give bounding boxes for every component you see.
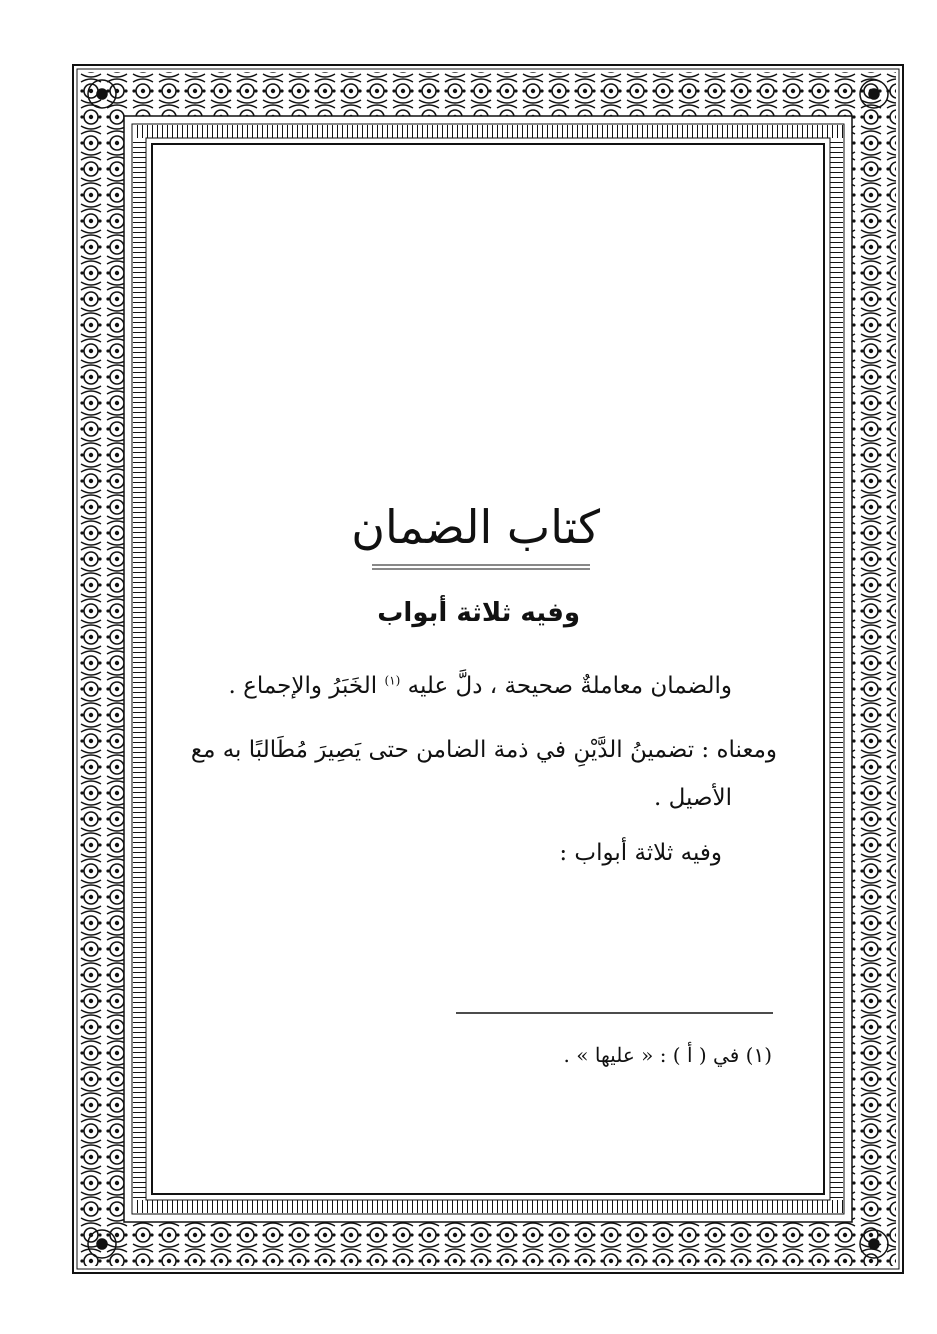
- p1-start: والضمان معاملةٌ صحيحة ، دلَّ عليه: [407, 673, 732, 699]
- book-title: كتاب الضمان: [351, 500, 600, 554]
- paragraph-definition: [229, 673, 733, 699]
- footnote: (١) في ( أ ) : « عليها » .: [563, 1043, 772, 1067]
- section-heading: وفيه ثلاثة أبواب: [377, 598, 580, 628]
- p1-end: الخَبَرُ والإجماع .: [228, 673, 378, 699]
- paragraph-chapters: وفيه ثلاثة أبواب :: [559, 840, 722, 866]
- footnote-ref: (١): [384, 673, 401, 688]
- paragraph-meaning-line1: ومعناه : تضمينُ الدَّيْنِ في ذمة الضامن حتى يَصِيرَ مُطَالبًا به مع: [190, 737, 777, 763]
- paragraph-meaning-line2: الأصيل .: [653, 785, 732, 811]
